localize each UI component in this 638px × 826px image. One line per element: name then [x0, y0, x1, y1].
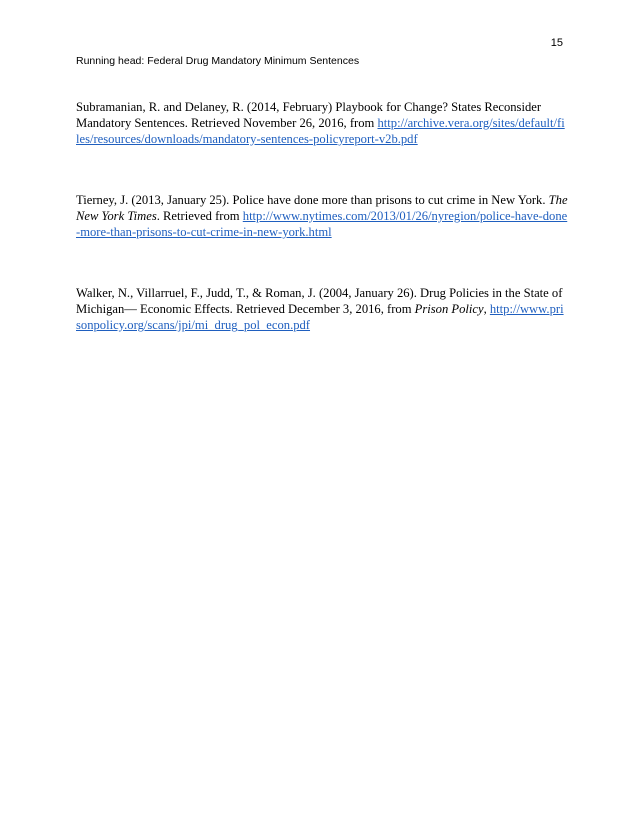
reference-entry-subramanian — [76, 99, 568, 147]
running-head: Running head: Federal Drug Mandatory Minimum Sentences — [76, 55, 360, 67]
reference-source-title: Prison Policy — [414, 302, 484, 316]
reference-text-after: . Retrieved from — [156, 209, 240, 223]
reference-link[interactable]: http://www.nytimes.com/2013/01/26/nyregion/police-have-done-more-than-prisons-to-cut-crime-in-new-york.html — [76, 209, 568, 239]
reference-text: Walker, N., Villarruel, F., Judd, T., & Roman, J. (2004, January 26). Drug Policies in the State of Michigan— Economic Effects. Retrieved December 3, 2016, from — [76, 286, 563, 316]
reference-text: Subramanian, R. and Delaney, R. (2014, February) Playbook for Change? States Reconsider Mandatory Sentences. Retrieved November 26, 2016, from — [76, 100, 542, 130]
reference-link[interactable]: http://archive.vera.org/sites/default/files/resources/downloads/mandatory-sentences-policyreport-v2b.pdf — [76, 116, 565, 146]
reference-text: Tierney, J. (2013, January 25). Police have done more than prisons to cut crime in New York. — [76, 193, 546, 207]
reference-entry-tierney — [76, 192, 568, 240]
reference-list — [76, 99, 568, 333]
reference-text-after: , — [483, 302, 487, 316]
reference-entry-walker — [76, 285, 568, 333]
page-number: 15 — [550, 37, 563, 49]
reference-source-title: The New York Times — [76, 193, 568, 223]
reference-link[interactable]: http://www.prisonpolicy.org/scans/jpi/mi_drug_pol_econ.pdf — [76, 302, 564, 332]
